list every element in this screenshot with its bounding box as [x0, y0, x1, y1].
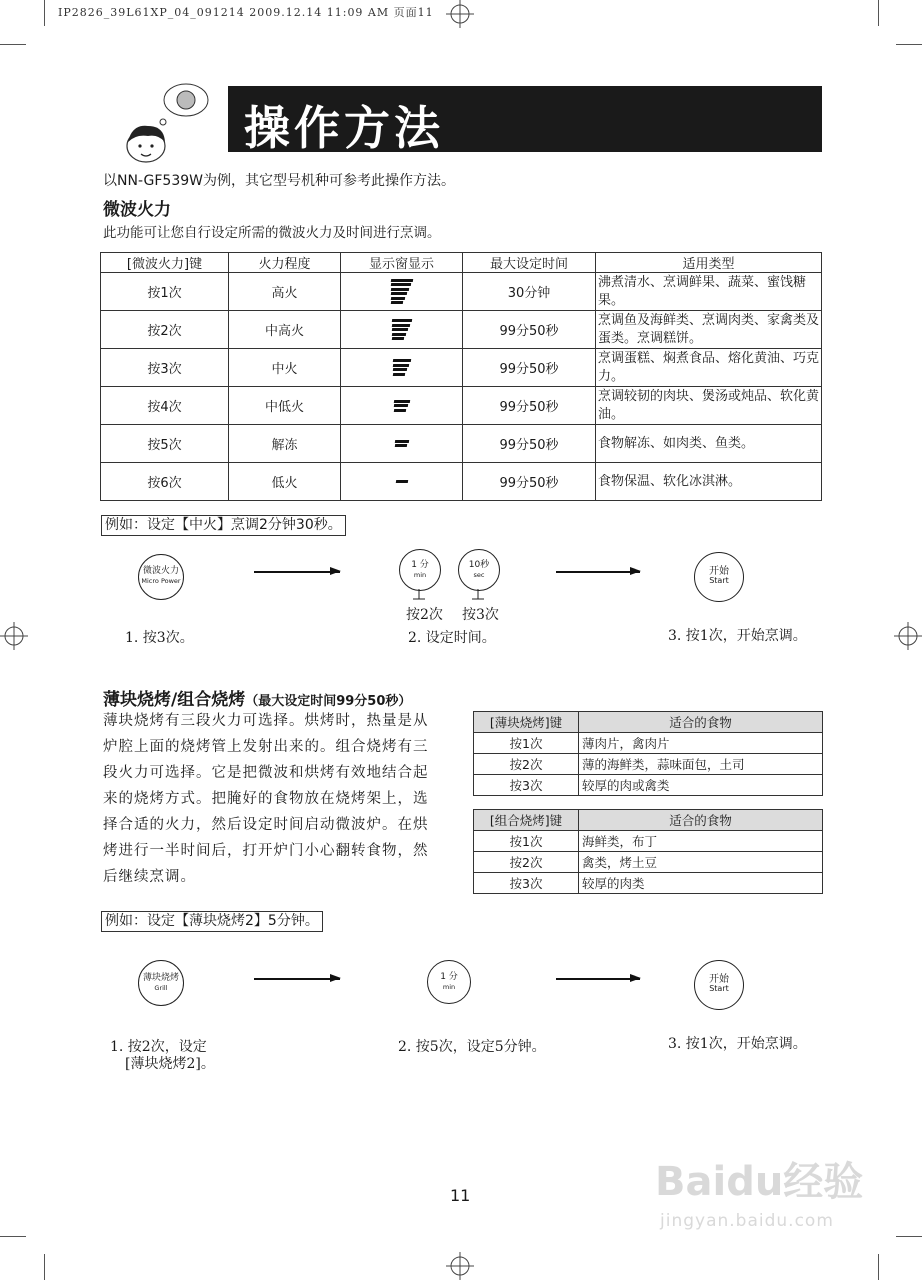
grill-heading-text: 薄块烧烤/组合烧烤	[103, 690, 246, 710]
ten-second-en: sec	[473, 571, 485, 579]
press-1min-count: 按2次	[406, 607, 443, 623]
table-row	[474, 873, 823, 894]
power-bar	[390, 288, 408, 291]
crop-mark	[44, 0, 45, 26]
press-count: 按1次	[101, 273, 229, 311]
table-row	[101, 463, 822, 501]
power-level: 中低火	[229, 387, 341, 425]
max-time: 99分50秒	[463, 349, 596, 387]
crop-mark	[878, 1254, 879, 1280]
example2-step1-line2: [薄块烧烤2]。	[125, 1056, 215, 1072]
example1-step1: 1. 按3次。	[125, 630, 194, 646]
crop-mark	[896, 44, 922, 45]
grill-button[interactable]	[138, 960, 184, 1006]
example2-step2: 2. 按5次，设定5分钟。	[398, 1039, 546, 1055]
example2-step3: 3. 按1次，开始烹调。	[668, 1036, 807, 1052]
example2-step1-line1: 1. 按2次，设定	[110, 1039, 207, 1055]
display-bars-icon	[341, 387, 463, 425]
power-bar	[394, 440, 408, 443]
one-minute-button[interactable]	[427, 960, 471, 1004]
power-bar	[392, 364, 408, 367]
power-bar	[390, 279, 412, 282]
crop-mark	[0, 44, 26, 45]
press-count: 按4次	[101, 387, 229, 425]
header-display: 显示窗显示	[341, 253, 463, 273]
power-bar	[390, 292, 406, 295]
registration-mark-left	[0, 622, 28, 650]
press-count: 按6次	[101, 463, 229, 501]
power-bar	[392, 373, 404, 376]
uses: 烹调蛋糕、焖煮食品、熔化黄油、巧克力。	[596, 349, 822, 387]
uses: 烹调较韧的肉块、煲汤或炖品、软化黄油。	[596, 387, 822, 425]
grill-food-table	[473, 711, 823, 796]
power-level: 中高火	[229, 311, 341, 349]
press-bracket-icon	[405, 589, 495, 603]
press-count: 按5次	[101, 425, 229, 463]
header-food: 适合的食物	[579, 810, 823, 831]
power-bar	[390, 283, 410, 286]
registration-mark-bottom	[446, 1252, 474, 1280]
max-time: 30分钟	[463, 273, 596, 311]
crop-mark	[878, 0, 879, 26]
start-cn: 开始	[709, 566, 729, 577]
microwave-heading: 微波火力	[103, 200, 171, 220]
ten-second-cn: 10秒	[468, 560, 490, 570]
one-minute-en: min	[413, 571, 427, 579]
display-bars-icon	[341, 463, 463, 501]
power-bar	[391, 324, 409, 327]
grill-desc-line: 择合适的火力，然后设定时间启动微波炉。在烘	[103, 817, 429, 833]
baidu-watermark-url: jingyan.baidu.com	[660, 1211, 834, 1231]
microwave-power-table	[100, 252, 822, 501]
power-level: 中火	[229, 349, 341, 387]
example2-label: 例如：设定【薄块烧烤2】5分钟。	[101, 911, 323, 932]
example1-label: 例如：设定【中火】烹调2分钟30秒。	[101, 515, 346, 536]
power-bar	[391, 333, 405, 336]
power-bar	[391, 319, 411, 322]
arrow-right-icon	[556, 978, 640, 980]
press-count: 按1次	[474, 831, 579, 852]
uses: 食物解冻、如肉类、鱼类。	[596, 425, 822, 463]
press-count: 按2次	[101, 311, 229, 349]
table-row	[474, 775, 823, 796]
power-bar	[391, 328, 407, 331]
start-en: Start	[709, 576, 729, 585]
arrow-right-icon	[556, 571, 640, 573]
press-count: 按2次	[474, 754, 579, 775]
crop-mark	[896, 1236, 922, 1237]
intro-text: 以NN-GF539W为例，其它型号机种可参考此操作方法。	[103, 173, 455, 189]
grill-desc-line: 薄块烧烤有三段火力可选择。烘烤时，热量是从	[103, 713, 429, 729]
grill-desc-line: 来的烧烤方式。把腌好的食物放在烧烤架上，选	[103, 791, 429, 807]
start-en: Start	[709, 984, 729, 993]
grill-desc-line: 烤进行一半时间后，打开炉门小心翻转食物，然	[103, 843, 429, 859]
registration-mark-top	[446, 0, 474, 28]
display-bars-icon	[341, 349, 463, 387]
suitable-food: 薄的海鲜类，蒜味面包，土司	[579, 754, 823, 775]
page-number: 11	[450, 1186, 471, 1205]
table-row	[474, 733, 823, 754]
table-row	[474, 852, 823, 873]
header-key: [薄块烧烤]键	[474, 712, 579, 733]
press-10sec-count: 按3次	[462, 607, 499, 623]
start-button[interactable]	[694, 552, 744, 602]
table-row	[101, 273, 822, 311]
power-bar	[390, 297, 404, 300]
uses: 沸煮清水、烹调鲜果、蔬菜、蜜饯糖果。	[596, 273, 822, 311]
power-bar	[392, 359, 410, 362]
ten-second-button[interactable]	[458, 549, 500, 591]
power-bar	[394, 444, 406, 447]
power-bar	[392, 368, 406, 371]
registration-mark-right	[894, 622, 922, 650]
max-time: 99分50秒	[463, 387, 596, 425]
grill-cn: 薄块烧烤	[142, 973, 179, 983]
suitable-food: 薄肉片，禽肉片	[579, 733, 823, 754]
suitable-food: 禽类，烤土豆	[579, 852, 823, 873]
header-max-time: 最大设定时间	[463, 253, 596, 273]
suitable-food: 较厚的肉类	[579, 873, 823, 894]
grill-desc-line: 段火力可选择。它是把微波和烘烤有效地结合起	[103, 765, 429, 781]
table-row	[101, 349, 822, 387]
display-bars-icon	[341, 273, 463, 311]
grill-description	[103, 708, 429, 890]
one-minute-button[interactable]	[399, 549, 441, 591]
power-bar	[391, 337, 403, 340]
power-bar	[390, 301, 402, 304]
arrow-right-icon	[254, 571, 340, 573]
one-minute-cn: 1 分	[440, 972, 458, 982]
display-bars-icon	[341, 311, 463, 349]
table-header-row	[101, 253, 822, 273]
start-button[interactable]	[694, 960, 744, 1010]
grill-desc-line: 后继续烹调。	[103, 869, 196, 885]
power-level: 高火	[229, 273, 341, 311]
table-row	[474, 831, 823, 852]
table-row	[101, 387, 822, 425]
press-count: 按3次	[101, 349, 229, 387]
uses: 烹调鱼及海鲜类、烹调肉类、家禽类及蛋类。烹调糕饼。	[596, 311, 822, 349]
grill-heading-note: （最大设定时间99分50秒）	[245, 694, 412, 709]
table-header-row	[474, 810, 823, 831]
example1-step2: 2. 设定时间。	[408, 630, 496, 646]
page-title: 操作方法	[244, 101, 444, 155]
max-time: 99分50秒	[463, 311, 596, 349]
suitable-food: 海鲜类，布丁	[579, 831, 823, 852]
press-count: 按1次	[474, 733, 579, 754]
table-row	[101, 425, 822, 463]
chef-cartoon-icon	[118, 80, 218, 164]
header-level: 火力程度	[229, 253, 341, 273]
press-count: 按2次	[474, 852, 579, 873]
grill-heading	[103, 685, 411, 710]
max-time: 99分50秒	[463, 425, 596, 463]
print-info-line: IP2826_39L61XP_04_091214 2009.12.14 11:09 AM 页面11	[58, 6, 434, 19]
example1-step3: 3. 按1次，开始烹调。	[668, 628, 807, 644]
table-header-row	[474, 712, 823, 733]
press-count: 按3次	[474, 873, 579, 894]
power-bar	[393, 409, 405, 412]
header-key: [组合烧烤]键	[474, 810, 579, 831]
crop-mark	[0, 1236, 26, 1237]
power-level: 低火	[229, 463, 341, 501]
micro-power-en: Micro Power	[141, 577, 181, 585]
uses: 食物保温、软化冰淇淋。	[596, 463, 822, 501]
grill-en: Grill	[154, 984, 168, 992]
suitable-food: 较厚的肉或禽类	[579, 775, 823, 796]
header-uses: 适用类型	[596, 253, 822, 273]
power-bar	[393, 400, 409, 403]
header-food: 适合的食物	[579, 712, 823, 733]
grill-desc-line: 炉腔上面的烧烤管上发射出来的。组合烧烤有三	[103, 739, 429, 755]
press-count: 按3次	[474, 775, 579, 796]
micro-power-cn: 微波火力	[142, 566, 179, 576]
power-bar	[395, 480, 407, 483]
power-level: 解冻	[229, 425, 341, 463]
table-row	[101, 311, 822, 349]
combo-food-table	[473, 809, 823, 894]
max-time: 99分50秒	[463, 463, 596, 501]
crop-mark	[44, 1254, 45, 1280]
header-key: [微波火力]键	[101, 253, 229, 273]
one-minute-cn: 1 分	[411, 560, 429, 570]
table-row	[474, 754, 823, 775]
one-minute-en: min	[442, 983, 456, 991]
microwave-description: 此功能可让您自行设定所需的微波火力及时间进行烹调。	[103, 225, 441, 241]
power-bar	[393, 404, 407, 407]
arrow-right-icon	[254, 978, 340, 980]
baidu-watermark-brand: Baidu经验	[655, 1159, 864, 1205]
micro-power-button[interactable]	[138, 554, 184, 600]
display-bars-icon	[341, 425, 463, 463]
start-cn: 开始	[709, 974, 729, 985]
